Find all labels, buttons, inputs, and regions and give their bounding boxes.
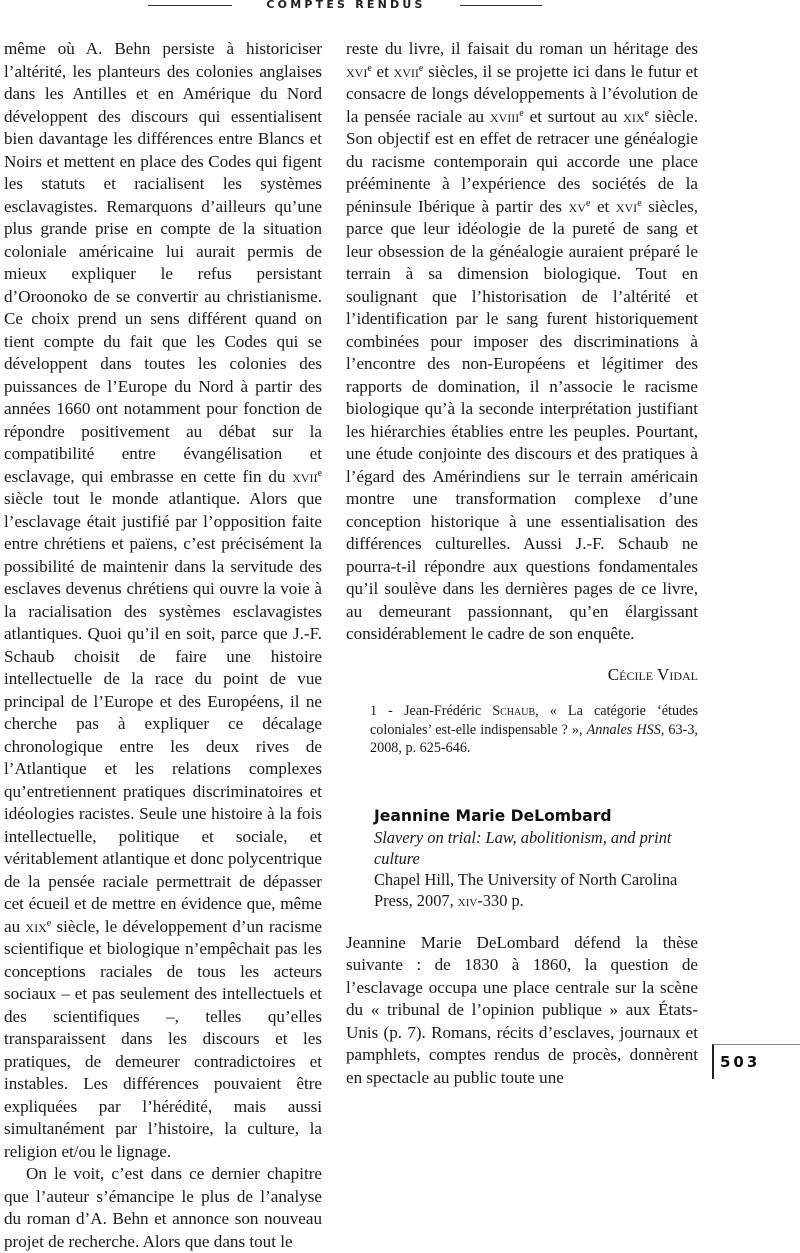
century-numeral: xix [25,916,47,936]
century-numeral: xviii [489,106,520,126]
superscript: e [46,917,52,929]
superscript: e [367,62,372,74]
review-paragraph-1: Jeannine Marie DeLombard défend la thèse suivante : de 1830 à 1860, la question de l’esclavage occupa une place centrale sur la scène du « tribunal de l’opinion publique » aux États-Unis (p. 7). Romans, récits d’esclaves, journaux et pamphlets, comptes rendus de procès, donnèrent en spectacle au public toute une [346,932,698,1087]
superscript: e [644,107,649,119]
text-run: et [371,61,394,81]
superscript: e [637,197,642,209]
superscript: e [418,62,424,74]
header-rule-left [148,5,232,6]
publisher-text: Chapel Hill, The University of North Carolina Press, 2007, [374,869,678,910]
footnote-author: Schaub [492,703,536,719]
footnote-1 [346,702,698,758]
review-publication-info [374,869,698,911]
century-numeral: xvi [615,196,638,216]
footnote-text: , 63-3, 2008, p. 625-646. [370,721,698,756]
text-run: et [590,196,616,216]
century-numeral: xvi [346,61,368,81]
superscript: e [317,467,322,479]
text-run: siècles, il se projette ici dans le futur et consacre de longs développements à l’évolution de la pensée raciale au [346,61,698,126]
century-numeral: xvii [292,466,318,486]
page-folio [712,1044,800,1079]
text-run: même où A. Behn persiste à historiciser l’altérité, les planteurs des colonies anglaises dans les Antilles et en Amérique du Nord développent des discours qui essentialisent bien davantage les différences entre Blancs et Noirs et mettent en place des Codes qui figent les statuts et racialisent les systèmes esclavagistes. Remarquons d’ailleurs qu’une plus grande prise en compte de la situation coloniale américaine lui aurait permis de mieux expliquer le refus persistant d’Oroonoko de se convertir au christianisme. Ce choix prend un sens différent quand on tient compte du fait que les Codes qui se développent dans toutes les colonies des puissances de l’Europe du Nord à partir des années 1660 ont notamment pour fonction de répondre positivement au débat sur la compatibilité entre évangélisation et esclavage, qui embrasse en cette fin du [4,39,322,486]
left-paragraph-1 [4,38,322,1163]
footnote-text: , « La catégorie ‘études coloniales’ est-elle indispensable ? », [370,703,698,738]
right-column [346,38,698,1089]
century-numeral: xix [623,106,645,126]
running-header [0,0,800,16]
page-count: -330 p. [477,890,524,910]
footnote-number: 1 - Jean-Frédéric [370,703,493,719]
left-column [4,38,322,1253]
page-roman: xiv [457,890,478,910]
century-numeral: xv [568,196,586,216]
superscript: e [585,197,591,209]
right-paragraph-1 [346,38,698,646]
text-run: siècle tout le monde atlantique. Alors que l’esclavage était justifié par l’opposition faite entre chrétiens et païens, c’est précisément la possibilité de maintenir dans la servitude des esclaves devenus chrétiens qui ouvre la voie à la racialisation des systèmes esclavagistes atlantiques. Quoi qu’il en soit, parce que J.-F. Schaub choisit de faire une histoire intellectuelle de la race du point de vue principal de l’Europe et des Européens, il ne cherche pas à expliquer ce décalage chronologique entre les deux rives de l’Atlantique et les relations complexes qu’entretiennent pratiques discriminatoires et idéologies racistes. Seule une histoire à la fois intellectuelle, politique et sociale, et véritablement atlantique et donc polycentrique de la pensée raciale permettrait de dépasser cet écueil et de mettre en évidence que, même au [4,489,323,936]
page-number: 503 [720,1053,761,1071]
century-numeral: xvii [393,61,419,81]
review-heading-block [346,806,698,911]
text-run: siècle. Son objectif est en effet de retracer une généalogie du racisme contemporain qui accorde une place prééminente à l’expérience des sociétés de la péninsule Ibérique à partir des [346,106,698,216]
running-title: COMPTES RENDUS [266,0,426,11]
review-book-title: Slavery on trial: Law, abolitionism, and print culture [374,827,672,868]
review-signature: Cécile Vidal [607,664,698,684]
text-run: reste du livre, il faisait du roman un héritage des [346,39,698,58]
text-run: et surtout au [523,106,624,126]
left-paragraph-2: On le voit, c’est dans ce dernier chapitre que l’auteur s’émancipe le plus de l’analyse du roman d’A. Behn et annonce son nouveau projet de recherche. Alors que dans tout le [4,1164,322,1251]
footnote-journal: Annales HSS [586,721,661,738]
superscript: e [519,107,524,119]
header-rule-right [460,5,542,6]
review-author: Jeannine Marie DeLombard [374,806,612,825]
text-run: siècle, le développement d’un racisme scientifique et biologique n’empêchait pas les conceptions raciales de tous les acteurs sociaux – et pas seulement des intellectuels et des scientifiques –, telles qu’elles transparaissent dans les discours et les pratiques, de demeurer contradictoires et instables. Les différences pouvaient être expliquées par l’hérédité, mais aussi simultanément par l’histoire, la culture, la religion et/ou le lignage. [4,916,322,1161]
text-run: siècles, parce que leur idéologie de la pureté de sang et leur obsession de la généalogie auraient préparé le terrain à sa dimension biologique. Tout en soulignant que l’historisation de l’altérité et l’identification par le sang furent historiquement combinées pour imposer des discriminations à l’encontre des non-Européens et légitimer des rapports de domination, il n’associe le racisme biologique qu’à la seconde interprétation justifiant les hiérarchies établies entre les peuples. Pourtant, une étude conjointe des discours et des pratiques à l’égard des Amérindiens sur le terrain américain montre une transformation complexe d’une conception historique à une essentialisation des différences culturelles. Aussi J.-F. Schaub ne pourra-t-il répondre aux questions fondamentales qu’il soulève dans les dernières pages de ce livre, au demeurant passionnant, qu’en élargissant considérablement le cadre de son enquête. [346,196,698,643]
